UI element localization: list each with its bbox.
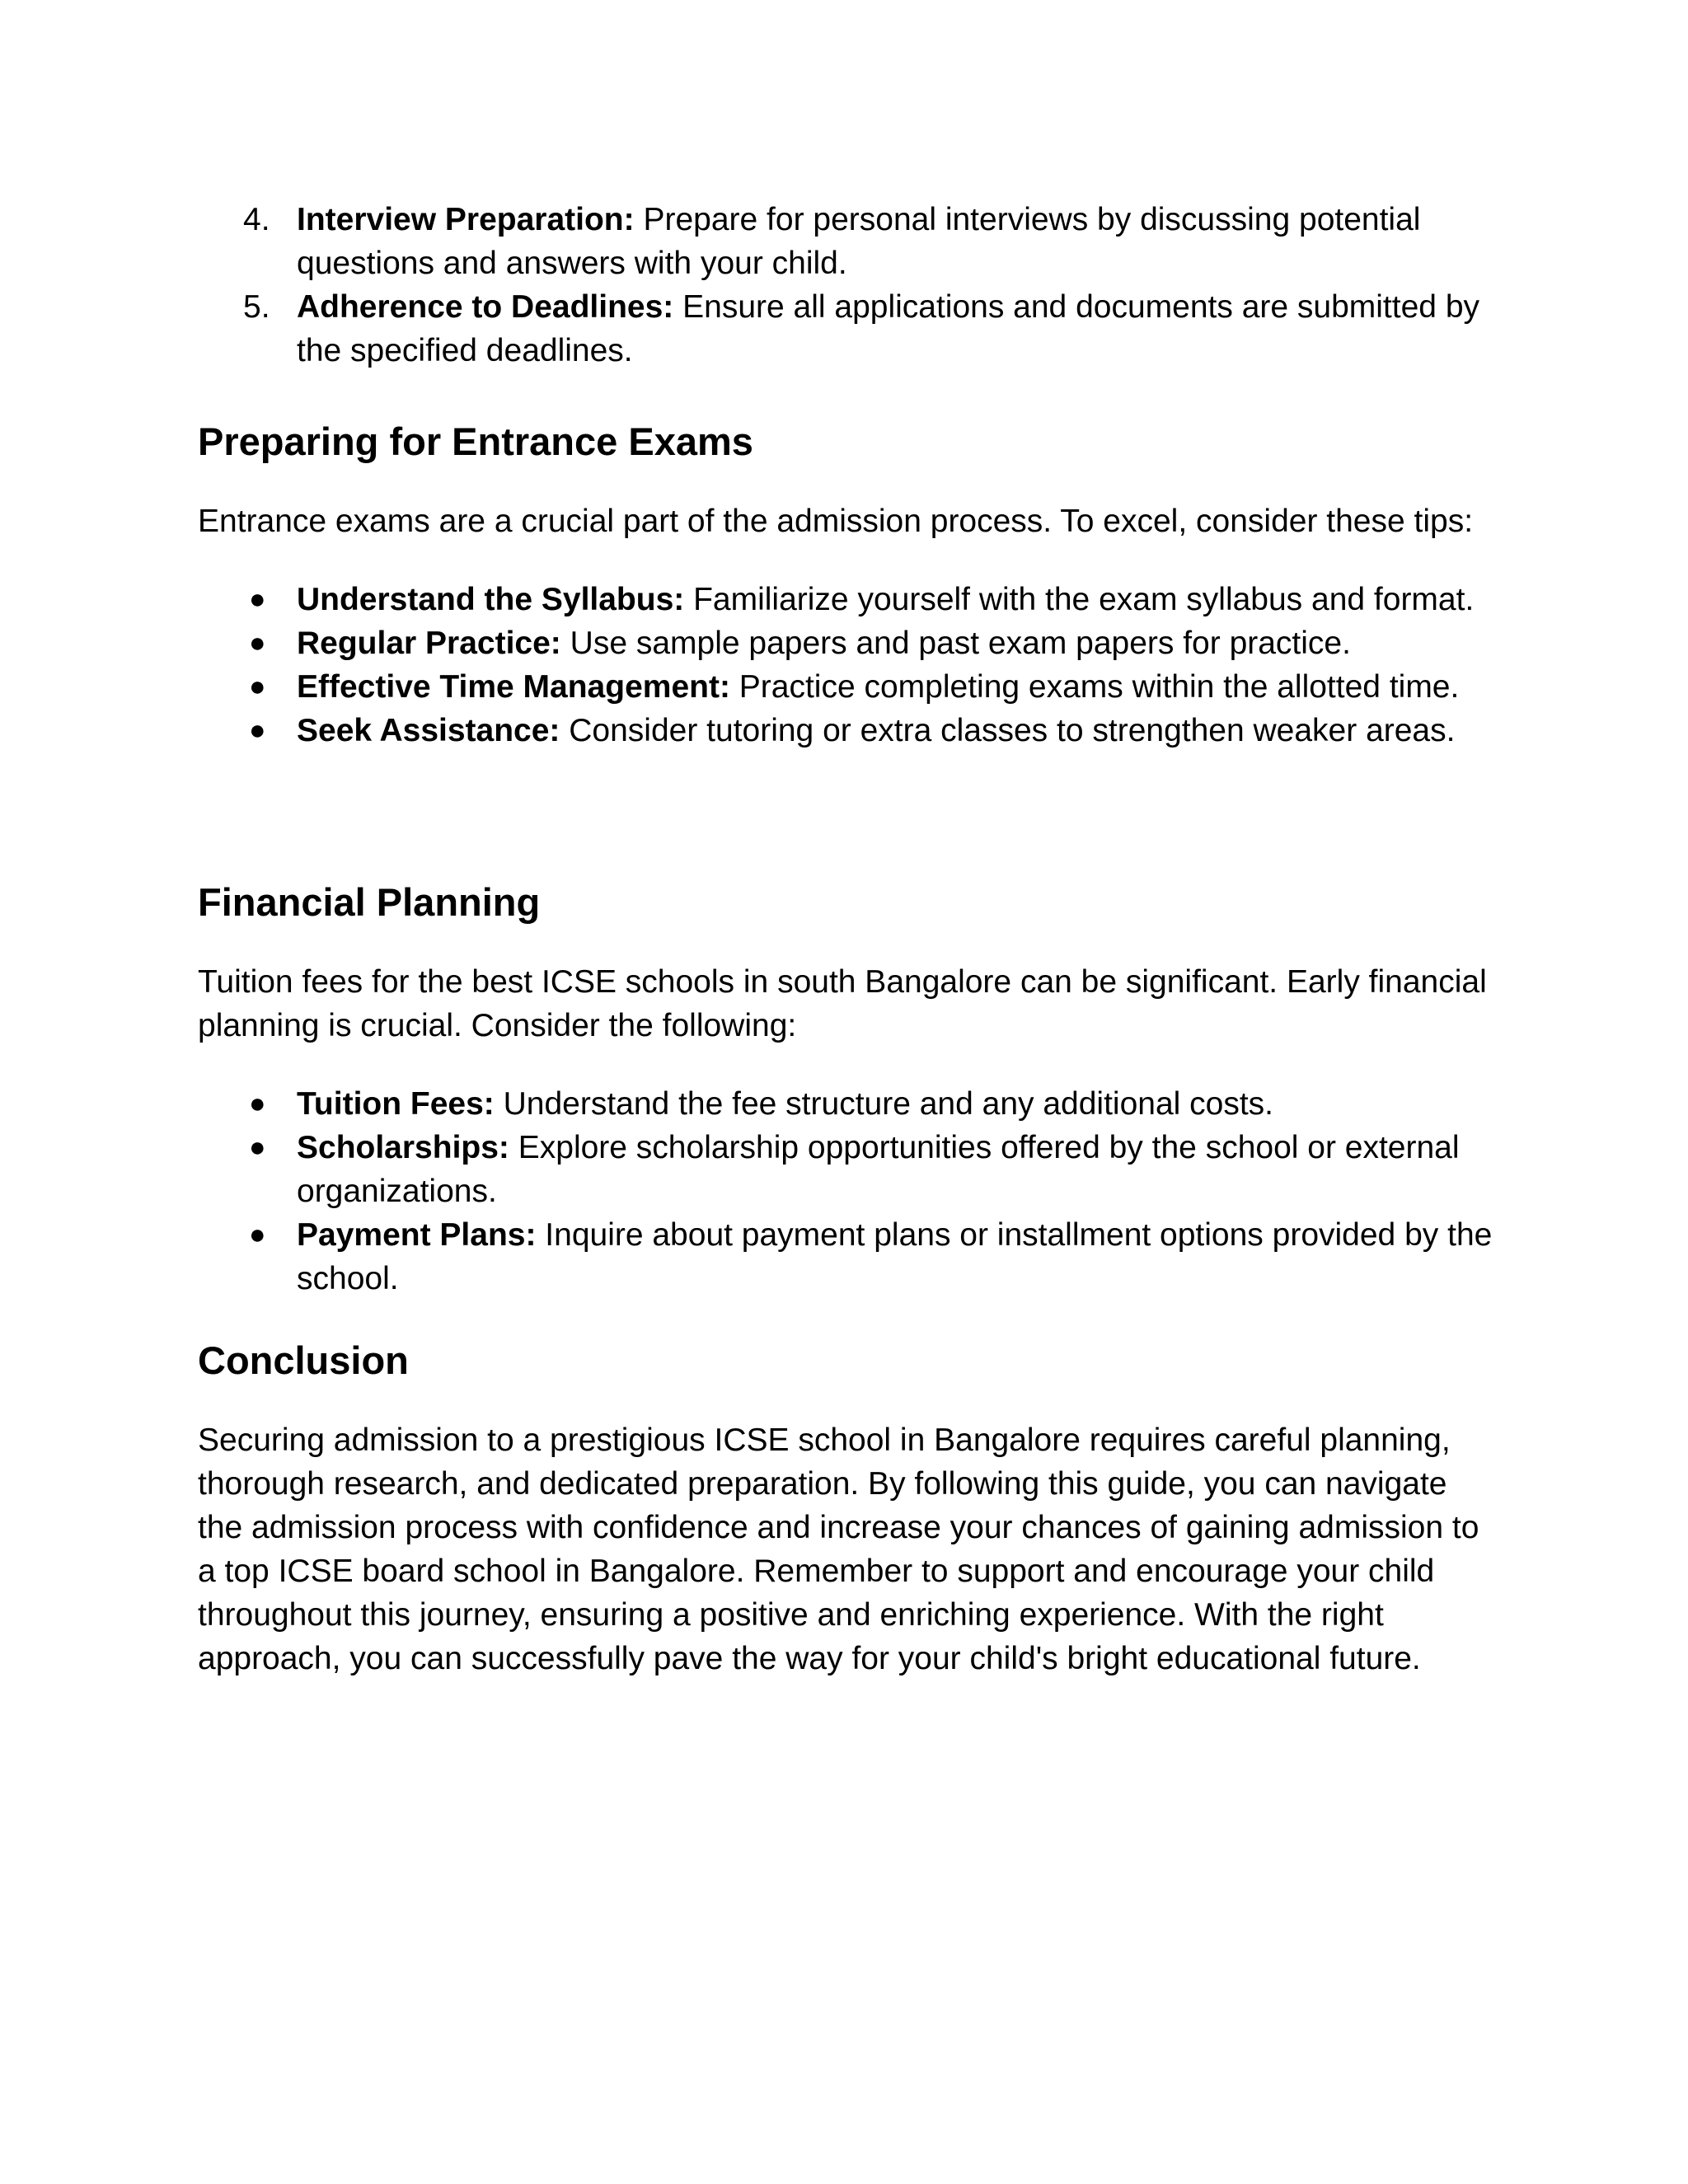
list-item [198, 621, 1500, 665]
list-item [198, 285, 1500, 373]
list-item [198, 1213, 1500, 1301]
list-item [198, 198, 1500, 285]
list-item-text: Practice completing exams within the allotted time. [729, 669, 1460, 705]
financial-list [198, 1082, 1500, 1301]
document-page [198, 198, 1500, 1680]
section-heading-entrance-exams: Preparing for Entrance Exams [198, 419, 753, 463]
list-item-text: Consider tutoring or extra classes to strengthen weaker areas. [560, 713, 1456, 748]
list-item-term: Tuition Fees: [297, 1086, 495, 1122]
entrance-tips-list [198, 578, 1500, 752]
list-item-text: Use sample papers and past exam papers for practice. [560, 626, 1351, 661]
list-number: 5. [243, 289, 270, 325]
section-heading-conclusion: Conclusion [198, 1338, 409, 1382]
list-item-term: Effective Time Management: [297, 669, 730, 705]
conclusion-paragraph: Securing admission to a prestigious ICSE school in Bangalore requires careful planning, thorough research, and dedicated preparation. By following this guide, you can navigate the admission process with confidence and increase your chances of gaining admission to a top ICSE board school in Bangalore. Remember to support and encourage your child throughout this journey, ensuring a positive and enriching experience. With the right approach, you can successfully pave the way for your child's bright educational future. [198, 1422, 1479, 1676]
list-item-term: Scholarships: [297, 1130, 509, 1165]
list-item-text: Inquire about payment plans or installment options provided by the school. [297, 1217, 1493, 1296]
list-item-term: Understand the Syllabus: [297, 582, 685, 617]
list-item [198, 1126, 1500, 1213]
list-item-term: Adherence to Deadlines: [297, 289, 674, 325]
list-item [198, 709, 1500, 752]
list-item [198, 1082, 1500, 1126]
list-item-text: Explore scholarship opportunities offered by the school or external organizations. [297, 1130, 1460, 1209]
bullet-icon: ● [249, 583, 266, 615]
list-item-text: Ensure all applications and documents are submitted by the specified deadlines. [297, 289, 1480, 368]
bullet-icon: ● [249, 715, 266, 746]
list-item-term: Payment Plans: [297, 1217, 537, 1253]
bullet-icon: ● [249, 627, 266, 658]
list-item-text: Prepare for personal interviews by discussing potential questions and answers with your child. [297, 202, 1421, 281]
entrance-intro-paragraph: Entrance exams are a crucial part of the admission process. To excel, consider these tips: [198, 504, 1474, 539]
section-heading-financial-planning: Financial Planning [198, 880, 541, 924]
bullet-icon: ● [249, 1088, 266, 1119]
financial-intro-paragraph: Tuition fees for the best ICSE schools in south Bangalore can be significant. Early financial planning is crucial. Consider the following: [198, 964, 1487, 1043]
list-item-term: Seek Assistance: [297, 713, 560, 748]
list-item-text: Understand the fee structure and any additional costs. [494, 1086, 1274, 1122]
list-number: 4. [243, 202, 270, 237]
list-item-term: Interview Preparation: [297, 202, 635, 237]
bullet-icon: ● [249, 1132, 266, 1163]
numbered-list [198, 198, 1500, 373]
list-item [198, 665, 1500, 709]
list-item-text: Familiarize yourself with the exam syllabus and format. [684, 582, 1475, 617]
bullet-icon: ● [249, 1219, 266, 1250]
bullet-icon: ● [249, 671, 266, 702]
list-item [198, 578, 1500, 621]
list-item-term: Regular Practice: [297, 626, 561, 661]
